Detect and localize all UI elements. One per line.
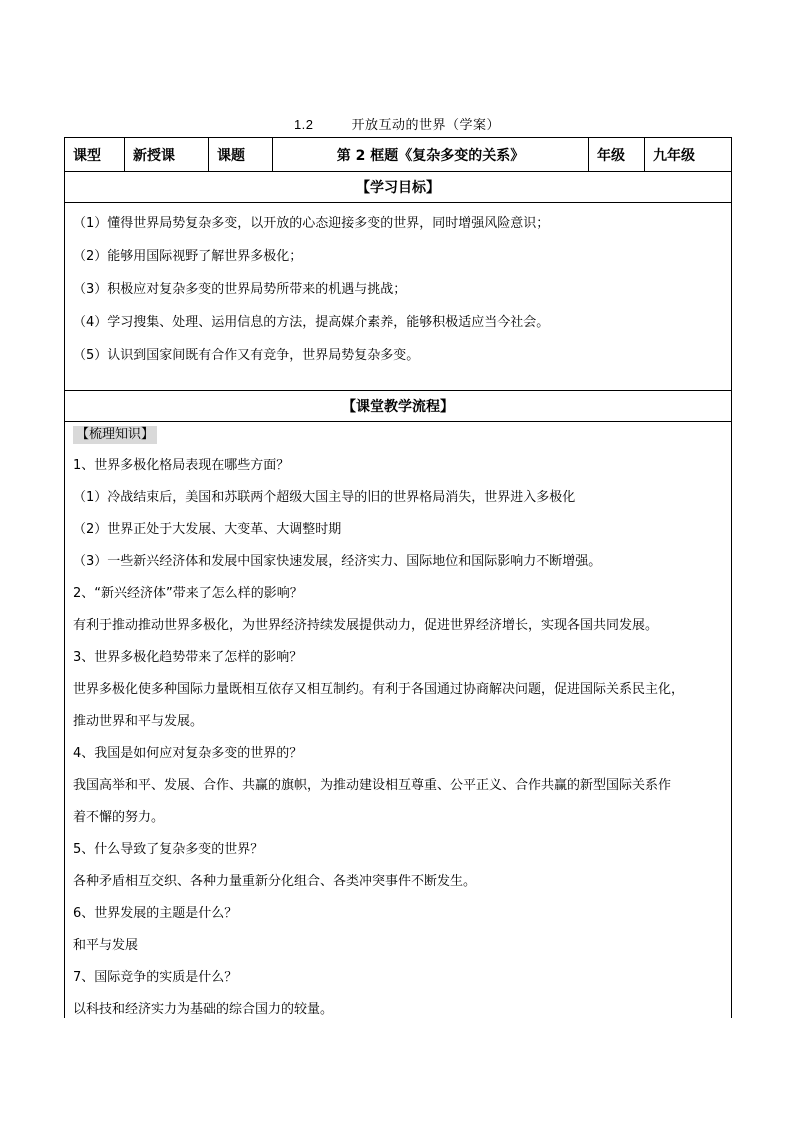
flow-line: （2）世界正处于大发展、大变革、大调整时期: [73, 522, 342, 537]
flow-line: 和平与发展: [73, 938, 139, 953]
flow-line: 着不懈的努力。: [73, 810, 165, 825]
label-grade: 年级: [589, 138, 645, 171]
flow-line: 各种矛盾相互交织、各种力量重新分化组合、各类冲突事件不断发生。: [73, 874, 477, 889]
flow-heading: 【课堂教学流程】: [65, 391, 731, 422]
value-grade: 九年级: [653, 147, 695, 164]
flow-line: 5、什么导致了复杂多变的世界？: [73, 842, 264, 857]
flow-line: 1、世界多极化格局表现在哪些方面？: [73, 458, 290, 473]
flow-line: （3）一些新兴经济体和发展中国家快速发展，经济实力、国际地位和国际影响力不断增强。: [73, 554, 602, 569]
goal-item: （2）能够用国际视野了解世界多极化；: [73, 249, 303, 264]
knowledge-tag: 【梳理知识】: [73, 426, 157, 444]
flow-line: 有利于推动推动世界多极化，为世界经济持续发展提供动力，促进世界经济增长，实现各国共同发展。: [73, 618, 659, 633]
flow-line: 6、世界发展的主题是什么？: [73, 906, 238, 921]
flow-line: 7、国际竞争的实质是什么？: [73, 970, 238, 985]
goals-heading: 【学习目标】: [65, 172, 731, 203]
worksheet-table: [64, 137, 732, 1018]
goal-item: （4）学习搜集、处理、运用信息的方法，提高媒介素养，能够积极适应当今社会。: [73, 315, 550, 330]
flow-line: 以科技和经济实力为基础的综合国力的较量。: [73, 1002, 334, 1017]
flow-line: 4、我国是如何应对复杂多变的世界的？: [73, 746, 303, 761]
value-topic: 第 2 框题《复杂多变的关系》: [273, 138, 589, 171]
flow-content: [65, 422, 731, 1018]
flow-line: 推动世界和平与发展。: [73, 714, 204, 729]
flow-line: 2、“新兴经济体”带来了怎么样的影响？: [73, 586, 303, 601]
value-lesson-type: 新授课: [125, 138, 209, 171]
flow-line: 3、世界多极化趋势带来了怎样的影响？: [73, 650, 303, 665]
goal-item: （5）认识到国家间既有合作又有竞争，世界局势复杂多变。: [73, 348, 420, 363]
lesson-title: 开放互动的世界（学案）: [351, 118, 501, 133]
goal-item: （3）积极应对复杂多变的世界局势所带来的机遇与挑战；: [73, 282, 407, 297]
label-lesson-type: 课型: [65, 138, 125, 171]
label-topic: 课题: [209, 138, 273, 171]
lesson-number: 1.2: [293, 117, 314, 132]
goal-item: （1）懂得世界局势复杂多变，以开放的心态迎接多变的世界，同时增强风险意识；: [73, 216, 550, 231]
header-row: [65, 138, 731, 172]
goals-list: [65, 203, 731, 391]
flow-line: （1）冷战结束后，美国和苏联两个超级大国主导的旧的世界格局消失，世界进入多极化: [73, 490, 576, 505]
flow-line: 世界多极化使多种国际力量既相互依存又相互制约。有利于各国通过协商解决问题，促进国际关系民主化，: [73, 682, 685, 697]
document-title: [0, 114, 794, 133]
flow-line: 我国高举和平、发展、合作、共赢的旗帜，为推动建设相互尊重、公平正义、合作共赢的新型国际关系作: [73, 778, 672, 793]
